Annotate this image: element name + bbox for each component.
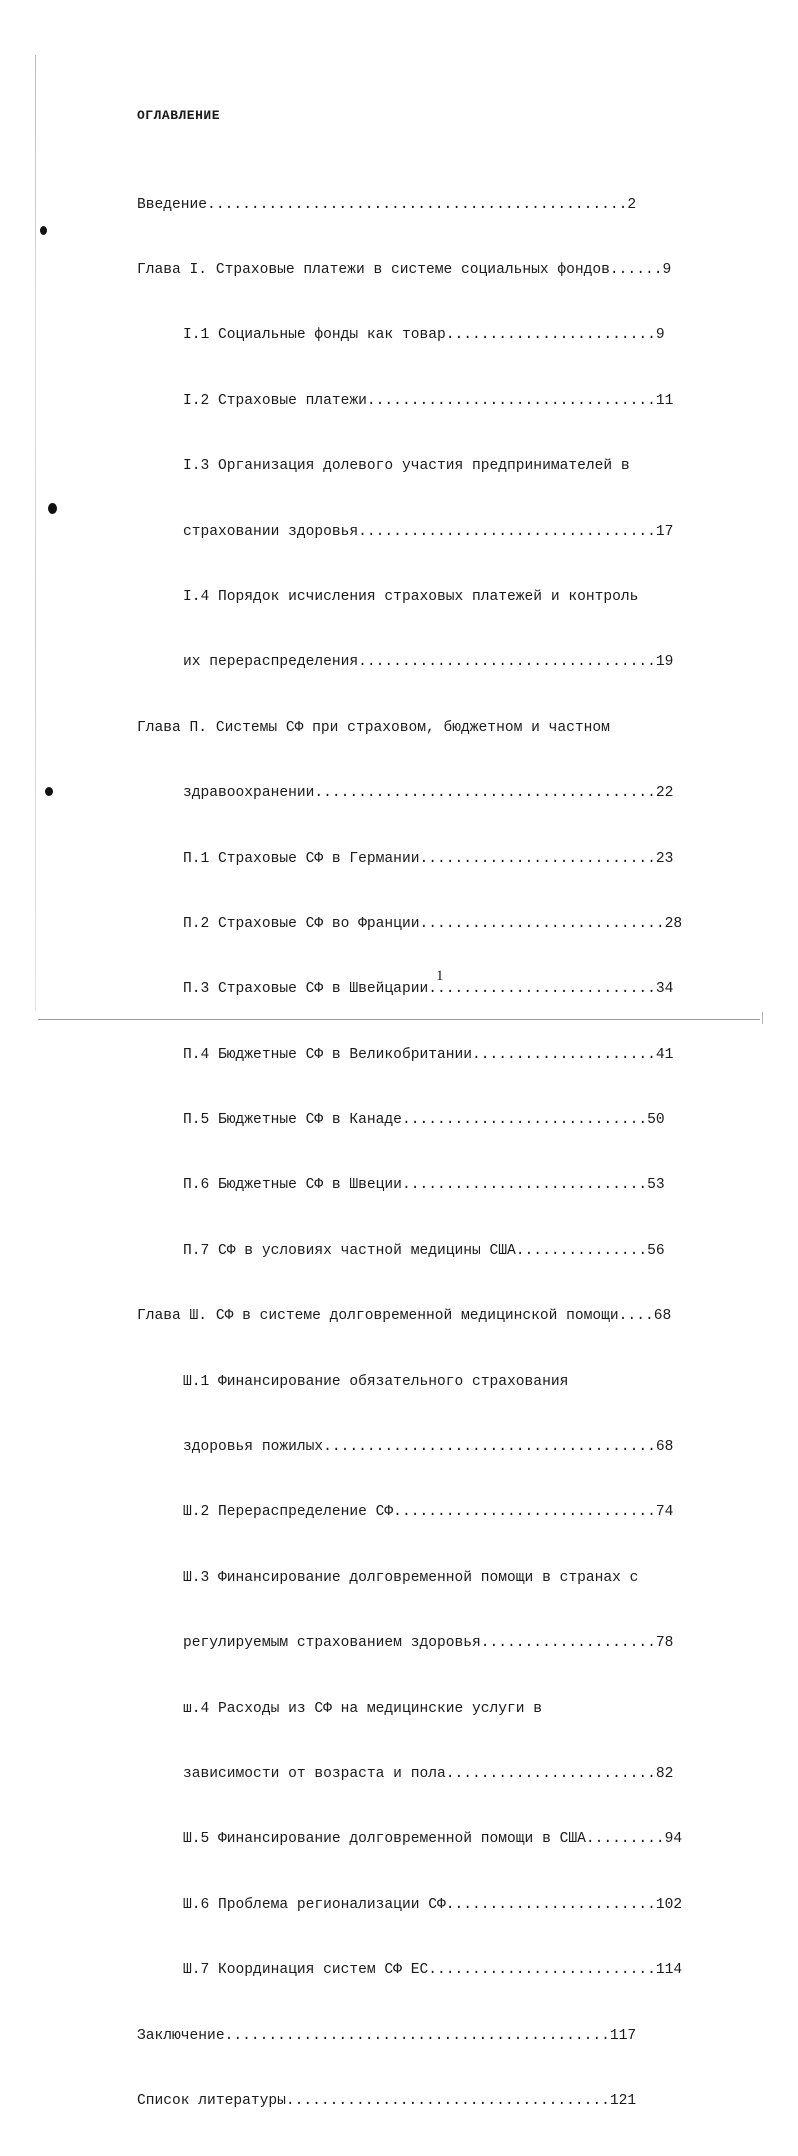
toc-entry: П.5 Бюджетные СФ в Канаде............................50 bbox=[183, 1112, 665, 1129]
toc-entry: Заключение............................................117 bbox=[137, 2027, 637, 2044]
toc-entry: П.2 Страховые СФ во Франции............................28 bbox=[183, 915, 683, 932]
toc-entry: Ш.5 Финансирование долговременной помощи в США.........94 bbox=[183, 1831, 683, 1848]
punch-hole-mark bbox=[48, 503, 57, 514]
toc-entry: Введение................................................2 bbox=[137, 196, 637, 213]
punch-hole-mark bbox=[40, 226, 47, 235]
page-title: ОГЛАВЛЕНИЕ bbox=[137, 108, 221, 123]
toc-entry: Ш.7 Координация систем СФ ЕС..........................114 bbox=[183, 1962, 683, 1979]
toc-entry: Глава I. Страховые платежи в системе социальных фондов......9 bbox=[137, 261, 672, 278]
punch-hole-mark bbox=[45, 787, 53, 796]
toc-entry: П.3 Страховые СФ в Швейцарии..........................34 bbox=[183, 981, 674, 998]
scan-edge-left bbox=[35, 55, 36, 1010]
toc-entry: П.4 Бюджетные СФ в Великобритании.....................41 bbox=[183, 1046, 674, 1063]
toc-entry: регулируемым страхованием здоровья....................78 bbox=[183, 1635, 674, 1652]
toc-entry: Глава П. Системы СФ при страховом, бюджетном и частном bbox=[137, 719, 610, 736]
page-number: 1 bbox=[436, 968, 444, 984]
table-of-contents bbox=[137, 151, 742, 2156]
toc-entry: I.2 Страховые платежи.................................11 bbox=[183, 392, 674, 409]
toc-entry: страховании здоровья..................................17 bbox=[183, 523, 674, 540]
toc-entry: здоровья пожилых......................................68 bbox=[183, 1439, 674, 1456]
toc-entry: Ш.2 Перераспределение СФ..............................74 bbox=[183, 1504, 674, 1521]
scan-edge-tick bbox=[762, 1012, 763, 1024]
toc-entry: Ш.6 Проблема регионализации СФ........................102 bbox=[183, 1896, 683, 1913]
toc-entry: Ш.1 Финансирование обязательного страхования bbox=[183, 1373, 569, 1390]
toc-entry: Глава Ш. СФ в системе долговременной медицинской помощи....68 bbox=[137, 1308, 672, 1325]
toc-entry: I.1 Социальные фонды как товар........................9 bbox=[183, 327, 665, 344]
toc-entry: I.4 Порядок исчисления страховых платежей и контроль bbox=[183, 588, 639, 605]
toc-entry: П.7 СФ в условиях частной медицины США...............56 bbox=[183, 1242, 665, 1259]
toc-entry: I.3 Организация долевого участия предпринимателей в bbox=[183, 458, 630, 475]
toc-entry: П.6 Бюджетные СФ в Швеции............................53 bbox=[183, 1177, 665, 1194]
toc-entry: зависимости от возраста и пола........................82 bbox=[183, 1765, 674, 1782]
toc-entry: Ш.3 Финансирование долговременной помощи в странах с bbox=[183, 1569, 639, 1586]
toc-entry: их перераспределения..................................19 bbox=[183, 654, 674, 671]
toc-entry: Список литературы.....................................121 bbox=[137, 2092, 637, 2109]
toc-entry: П.1 Страховые СФ в Германии...........................23 bbox=[183, 850, 674, 867]
toc-entry: здравоохранении.......................................22 bbox=[183, 785, 674, 802]
toc-entry: ш.4 Расходы из СФ на медицинские услуги в bbox=[183, 1700, 543, 1717]
